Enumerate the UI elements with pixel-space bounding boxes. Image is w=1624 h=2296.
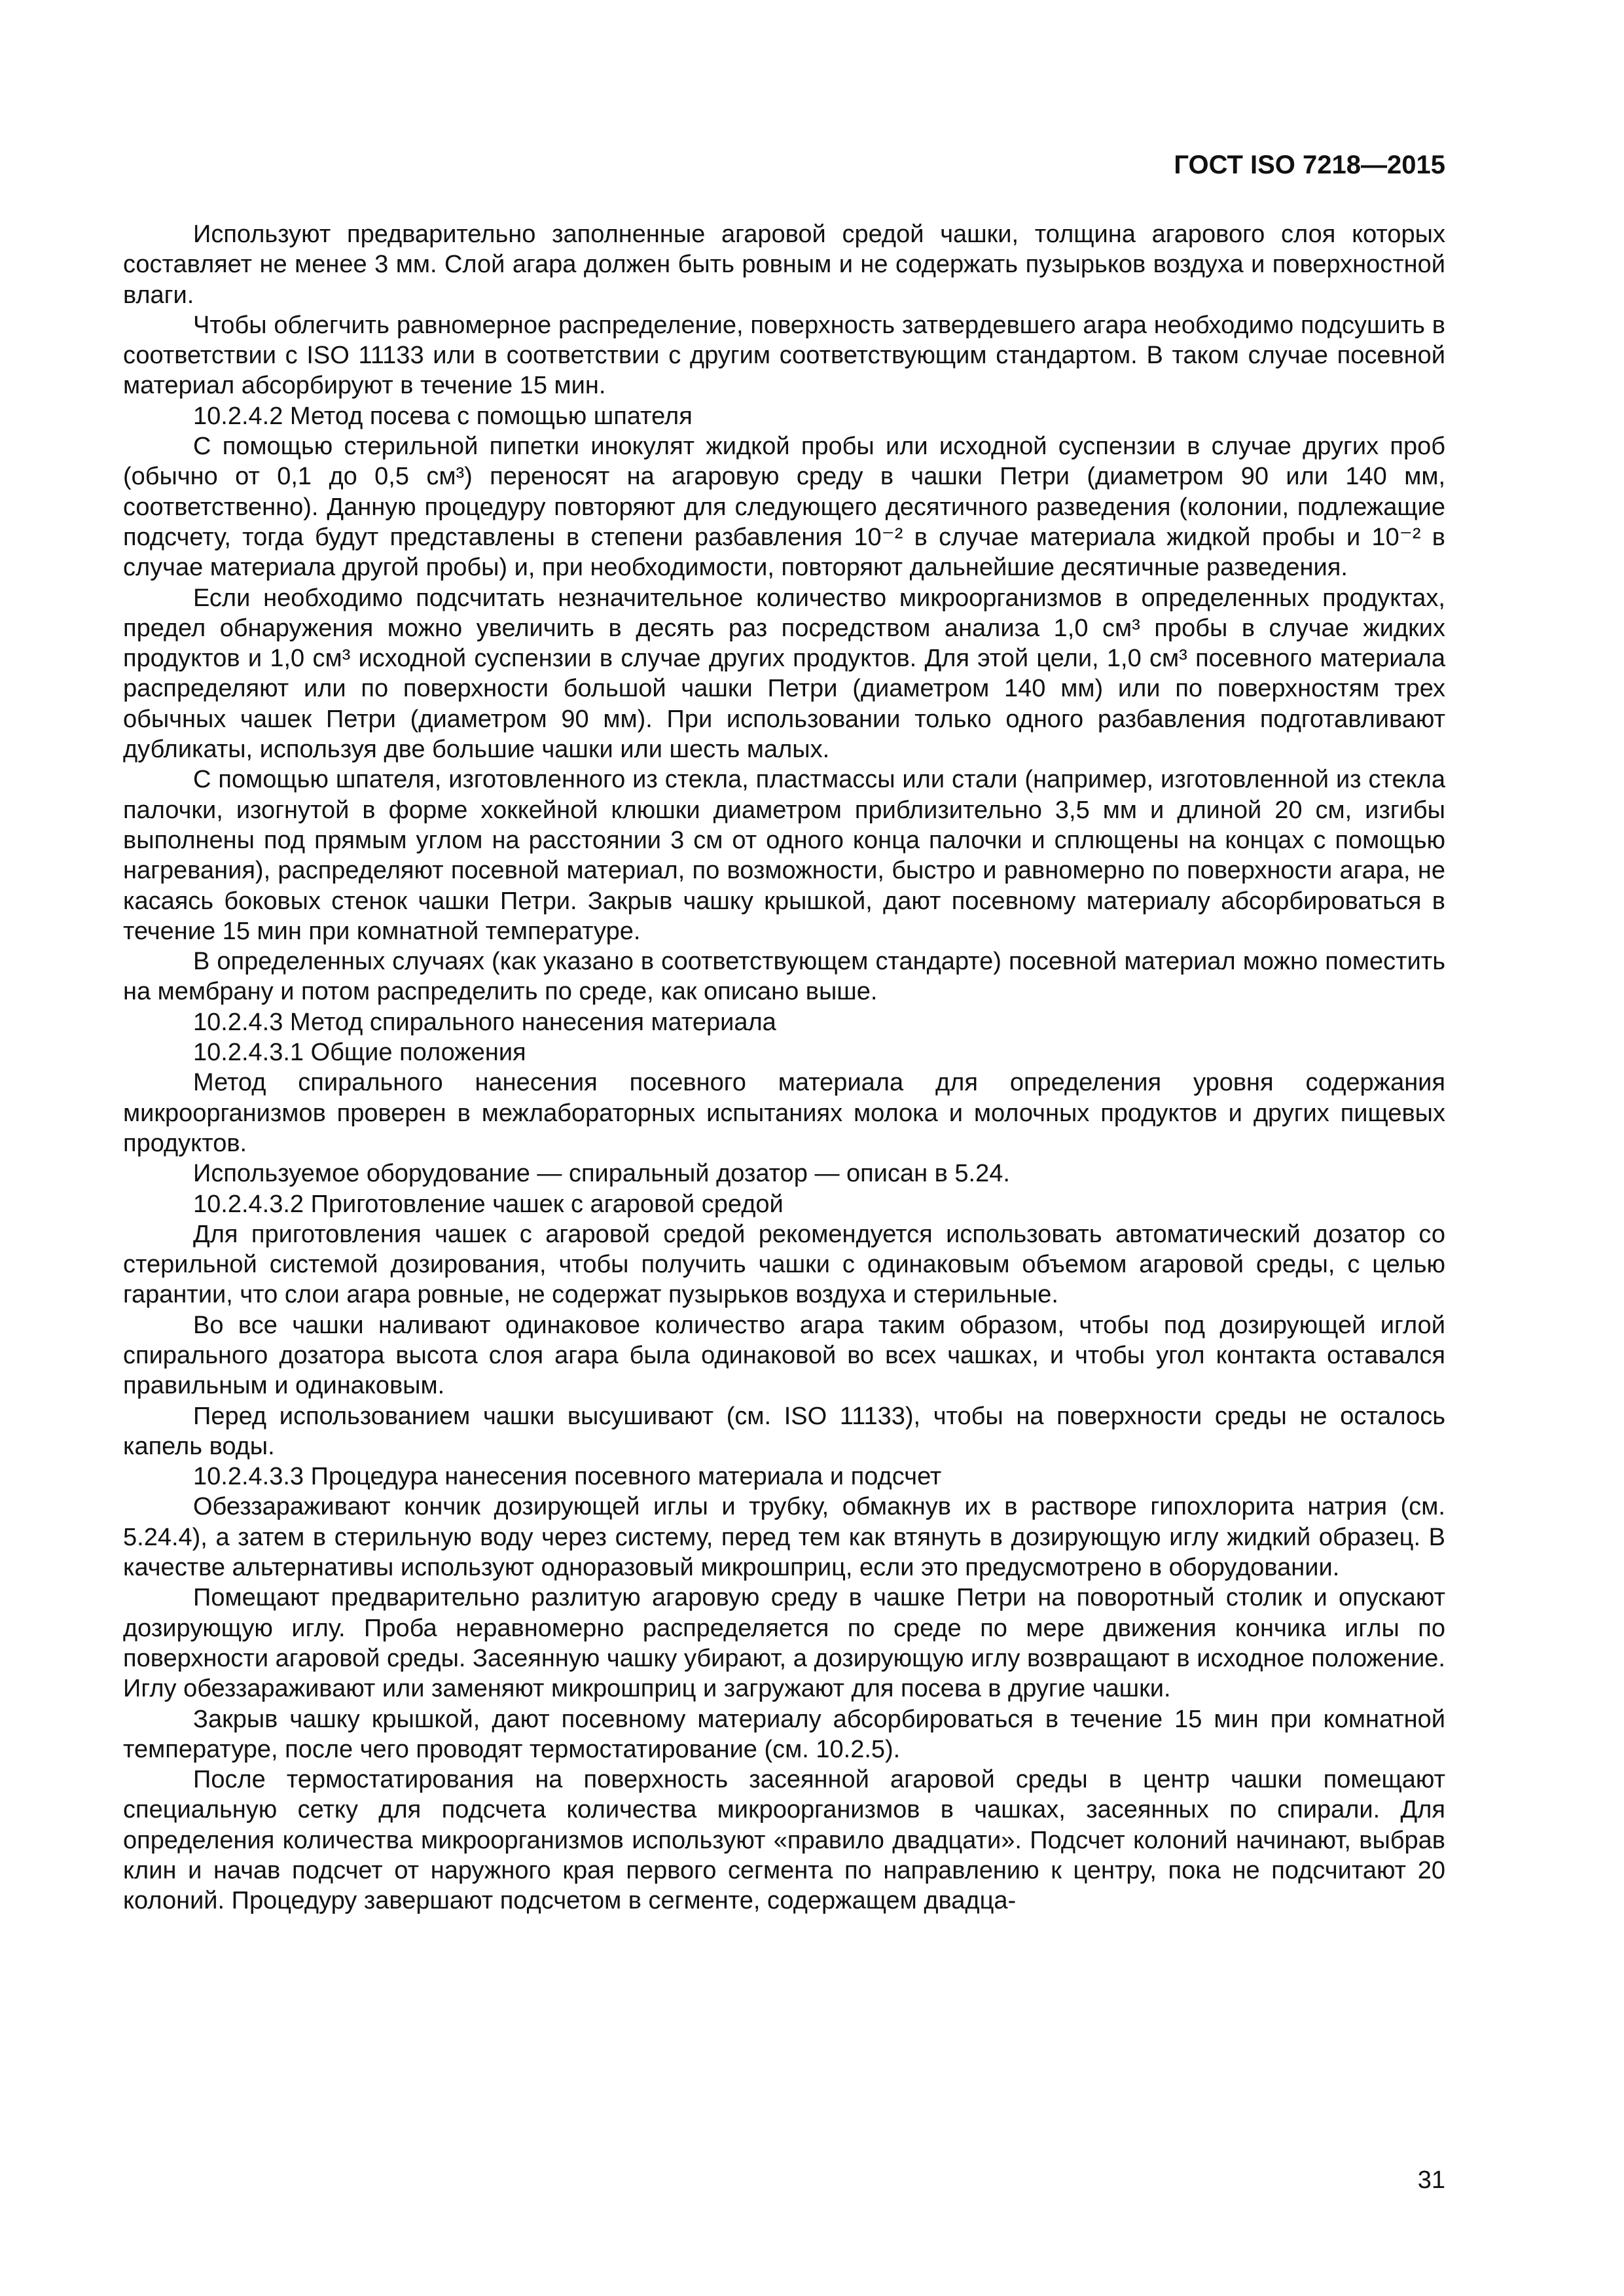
paragraph: После термостатирования на поверхность засеянной агаровой среды в центр чашки помещают специальную сетку для подсчета количества микроорганизмов в чашках, засеянных по спирали. Для определения количества микроорганизмов используют «правило двадцати». Подсчет колоний начинают, выбрав клин и начав подсчет от наружного края первого сегмента по направлению к центру, пока не подсчитают 20 колоний. Процедуру завершают подсчетом в сегменте, содержащем двадца- xyxy=(123,1766,1445,1915)
paragraph: Чтобы облегчить равномерное распределение, поверхность затвердевшего агара необходимо подсушить в соответствии с ISO 11133 или в соответствии с другим соответствующим стандартом. В таком случае посевной материал абсорбируют в течение 15 мин. xyxy=(123,311,1445,400)
paragraph: В определенных случаях (как указано в соответствующем стандарте) посевной материал можно поместить на мембрану и потом распределить по среде, как описано выше. xyxy=(123,948,1445,1006)
paragraph: Помещают предварительно разлитую агаровую среду в чашке Петри на поворотный столик и опускают дозирующую иглу. Проба неравномерно распределяется по среде по мере движения кончика иглы по поверхности агаровой среды. Засеянную чашку убирают, а дозирующую иглу возвращают в исходное положение. Иглу обеззараживают или заменяют микрошприц и загружают для посева в другие чашки. xyxy=(123,1584,1445,1703)
paragraph: Для приготовления чашек с агаровой средой рекомендуется использовать автоматический дозатор со стерильной системой дозирования, чтобы получить чашки с одинаковым объемом агаровой среды, с целью гарантии, что слои агара ровные, не содержат пузырьков воздуха и стерильные. xyxy=(123,1220,1445,1309)
paragraph: Во все чашки наливают одинаковое количество агара таким образом, чтобы под дозирующей иглой спирального дозатора высота слоя агара была одинаковой во всех чашках, и чтобы угол контакта оставался правильным и одинаковым. xyxy=(123,1311,1445,1400)
paragraph: С помощью шпателя, изготовленного из стекла, пластмассы или стали (например, изготовленной из стекла палочки, изогнутой в форме хоккейной клюшки диаметром приблизительно 3,5 мм и длиной 20 см, изгибы выполнены под прямым углом на расстоянии 3 см от одного конца палочки и сплющены на концах с помощью нагревания), распределяют посевной материал, по возможности, быстро и равномерно по поверхности агара, не касаясь боковых стенок чашки Петри. Закрыв чашку крышкой, дают посевному материалу абсорбироваться в течение 15 мин при комнатной температуре. xyxy=(123,766,1445,945)
paragraph: Закрыв чашку крышкой, дают посевному материалу абсорбироваться в течение 15 мин при комнатной температуре, после чего проводят термостатирование (см. 10.2.5). xyxy=(123,1705,1445,1763)
paragraph: Используемое оборудование — спиральный дозатор — описан в 5.24. xyxy=(193,1160,1010,1188)
section-heading: 10.2.4.3 Метод спирального нанесения материала xyxy=(193,1008,776,1036)
section-heading: 10.2.4.3.3 Процедура нанесения посевного материала и подсчет xyxy=(193,1463,942,1491)
section-heading: 10.2.4.3.1 Общие положения xyxy=(193,1039,526,1067)
paragraph: Используют предварительно заполненные агаровой средой чашки, толщина агарового слоя которых составляет не менее 3 мм. Слой агара должен быть ровным и не содержать пузырьков воздуха и поверхностной влаги. xyxy=(123,221,1445,309)
section-heading: 10.2.4.2 Метод посева с помощью шпателя xyxy=(193,402,693,430)
body-text xyxy=(123,219,1445,1916)
paragraph: Метод спирального нанесения посевного материала для определения уровня содержания микроорганизмов проверен в межлабораторных испытаниях молока и молочных продуктов и других пищевых продуктов. xyxy=(123,1069,1445,1157)
paragraph: Если необходимо подсчитать незначительное количество микроорганизмов в определенных продуктах, предел обнаружения можно увеличить в десять раз посредством анализа 1,0 см³ пробы в случае жидких продуктов и 1,0 см³ исходной суспензии в случае других продуктов. Для этой цели, 1,0 см³ посевного материала распределяют или по поверхности большой чашки Петри (диаметром 140 мм) или по поверхностям трех обычных чашек Петри (диаметром 90 мм). При использовании только одного разбавления подготавливают дубликаты, используя две большие чашки или шесть малых. xyxy=(123,584,1445,764)
page-number: 31 xyxy=(1417,2166,1445,2194)
paragraph: Обеззараживают кончик дозирующей иглы и трубку, обмакнув их в растворе гипохлорита натрия (см. 5.24.4), а затем в стерильную воду через систему, перед тем как втянуть в дозирующую иглу жидкий образец. В качестве альтернативы используют одноразовый микрошприц, если это предусмотрено в оборудовании. xyxy=(123,1493,1445,1582)
paragraph: С помощью стерильной пипетки инокулят жидкой пробы или исходной суспензии в случае других проб (обычно от 0,1 до 0,5 см³) переносят на агаровую среду в чашки Петри (диаметром 90 или 140 мм, соответственно). Данную процедуру повторяют для следующего десятичного разведения (колонии, подлежащие подсчету, тогда будут представлены в степени разбавления 10⁻² в случае материала жидкой пробы и 10⁻² в случае материала другой пробы) и, при необходимости, повторяют дальнейшие десятичные разведения. xyxy=(123,433,1445,582)
document-code-header: ГОСТ ISO 7218—2015 xyxy=(1174,151,1445,179)
paragraph: Перед использованием чашки высушивают (см. ISO 11133), чтобы на поверхности среды не осталось капель воды. xyxy=(123,1402,1445,1460)
section-heading: 10.2.4.3.2 Приготовление чашек с агаровой средой xyxy=(193,1190,784,1218)
